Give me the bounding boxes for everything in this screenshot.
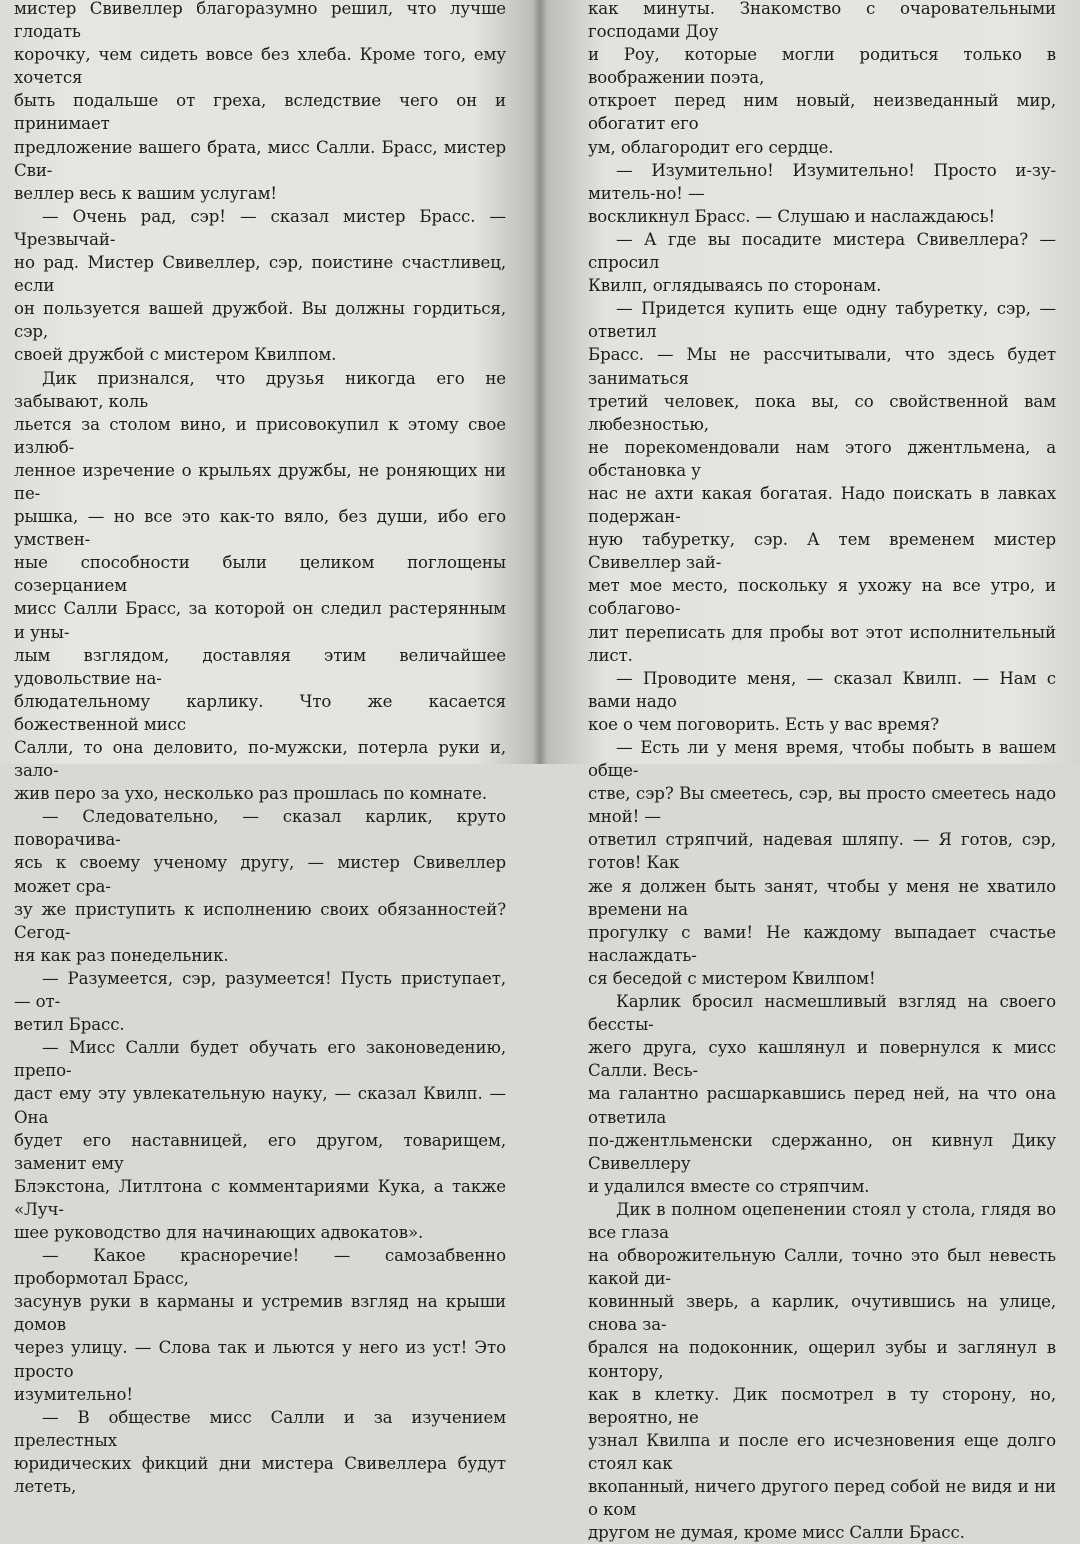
left-page-paragraph: — В обществе мисс Салли и за изучением прелестных юридических фикций дни мистера Свивеллера будут лететь,	[14, 1407, 506, 1496]
left-page-paragraph: — Следовательно, — сказал карлик, круто поворачива- ясь к своему ученому другу, — мистер Свивеллер может сра- зу же приступить к исполнению своих обязанностей? Сегод- ня как раз понедельник.	[14, 807, 506, 965]
right-page-paragraph: — А где вы посадите мистера Свивеллера? — спросил Квилп, оглядываясь по сторонам.	[588, 229, 1056, 296]
right-page	[588, 0, 1056, 1543]
left-page-paragraph: — Мисс Салли будет обучать его законоведению, препо- даст ему эту увлекательную науку, — сказал Квилп. — Она будет его наставницей, его другом, товарищем, заменит ему Блэкстона, Литлтона с комментариями Кука, а также «Луч- шее руководство для начинающих адвокатов».	[14, 1038, 506, 1242]
left-page-paragraph: — Очень рад, сэр! — сказал мистер Брасс. — Чрезвычай- но рад. Мистер Свивеллер, сэр, поистине счастливец, если он пользуется вашей дружбой. Вы должны гордиться, сэр, своей дружбой с мистером Квилпом.	[14, 206, 506, 365]
left-page-paragraph: — Разумеется, сэр, разумеется! Пусть приступает, — от- ветил Брасс.	[14, 968, 506, 1035]
right-page-paragraph: как минуты. Знакомство с очаровательными господами Доу и Роу, которые могли родиться только в воображении поэта, откроет перед ним новый, неизведанный мир, обогатит его ум, облагородит его сердце.	[588, 0, 1056, 157]
right-page-paragraph: — Проводите меня, — сказал Квилп. — Нам с вами надо кое о чем поговорить. Есть у вас время?	[588, 668, 1056, 734]
right-page-paragraph: — Изумительно! Изумительно! Просто и-зу-митель-но! — воскликнул Брасс. — Слушаю и наслаждаюсь!	[588, 160, 1056, 226]
right-page-paragraph: — Есть ли у меня время, чтобы побыть в вашем обще- стве, сэр? Вы смеетесь, сэр, вы просто смеетесь надо мной! — ответил стряпчий, надевая шляпу. — Я готов, сэр, готов! Как же я должен быть занят, чтобы у меня не хватило времени на прогулку с вами! Не каждому выпадает счастье наслаждать- ся беседой с мистером Квилпом!	[588, 738, 1056, 988]
left-page-paragraph: Дик признался, что друзья никогда его не забывают, коль льется за столом вино, и присовокупил к этому свое излюб- ленное изречение о крыльях дружбы, не роняющих ни пе- рышка, — но все это как-то вяло, без души, ибо его умствен- ные способности были целиком поглощены созерцанием мисс Салли Брасс, за которой он следил растерянным и уны- лым взглядом, доставляя этим величайшее удовольствие на- блюдательному карлику. Что же касается божественной мисс Салли, то она деловито, по-мужски, потерла руки и, зало- жив перо за ухо, несколько раз прошлась по комнате.	[14, 368, 506, 804]
left-page-paragraph: мистер Свивеллер благоразумно решил, что лучше глодать корочку, чем сидеть вовсе без хлеба. Кроме того, ему хочется быть подальше от греха, вследствие чего он и принимает предложение вашего брата, мисс Салли. Брасс, мистер Сви- веллер весь к вашим услугам!	[14, 0, 506, 203]
right-page-paragraph: Дик в полном оцепенении стоял у стола, глядя во все глаза на обворожительную Салли, точно это был невесть какой ди- ковинный зверь, а карлик, очутившись на улице, снова за- брался на подоконник, ощерил зубы и заглянул в контору, как в клетку. Дик посмотрел в ту сторону, но, вероятно, не узнал Квилпа и после его исчезновения еще долго стоял как вкопанный, ничего другого перед собой не видя и ни о ком другом не думая, кроме мисс Салли Брасс.	[588, 1199, 1056, 1543]
left-page-paragraph: — Какое красноречие! — самозабвенно пробормотал Брасс, засунув руки в карманы и устремив взгляд на крыши домов через улицу. — Слова так и льются у него из уст! Это просто изумительно!	[14, 1246, 506, 1404]
right-page-paragraph: — Придется купить еще одну табуретку, сэр, — ответил Брасс. — Мы не рассчитывали, что здесь будет заниматься третий человек, пока вы, со свойственной вам любезностью, не порекомендовали нам этого джентльмена, а обстановка у нас не ахти какая богатая. Надо поискать в лавках подержан- ную табуретку, сэр. А тем временем мистер Свивеллер зай- мет мое место, поскольку я ухожу на все утро, и соблагово- лит переписать для пробы вот этот исполнительный лист.	[588, 299, 1056, 665]
right-page-paragraph: Карлик бросил насмешливый взгляд на своего бессты- жего друга, сухо кашлянул и повернулся к мисс Салли. Весь- ма галантно расшаркавшись перед ней, на что она ответила по-джентльменски сдержанно, он кивнул Дику Свивеллеру и удалился вместе со стряпчим.	[588, 992, 1056, 1196]
left-page	[14, 0, 506, 1496]
